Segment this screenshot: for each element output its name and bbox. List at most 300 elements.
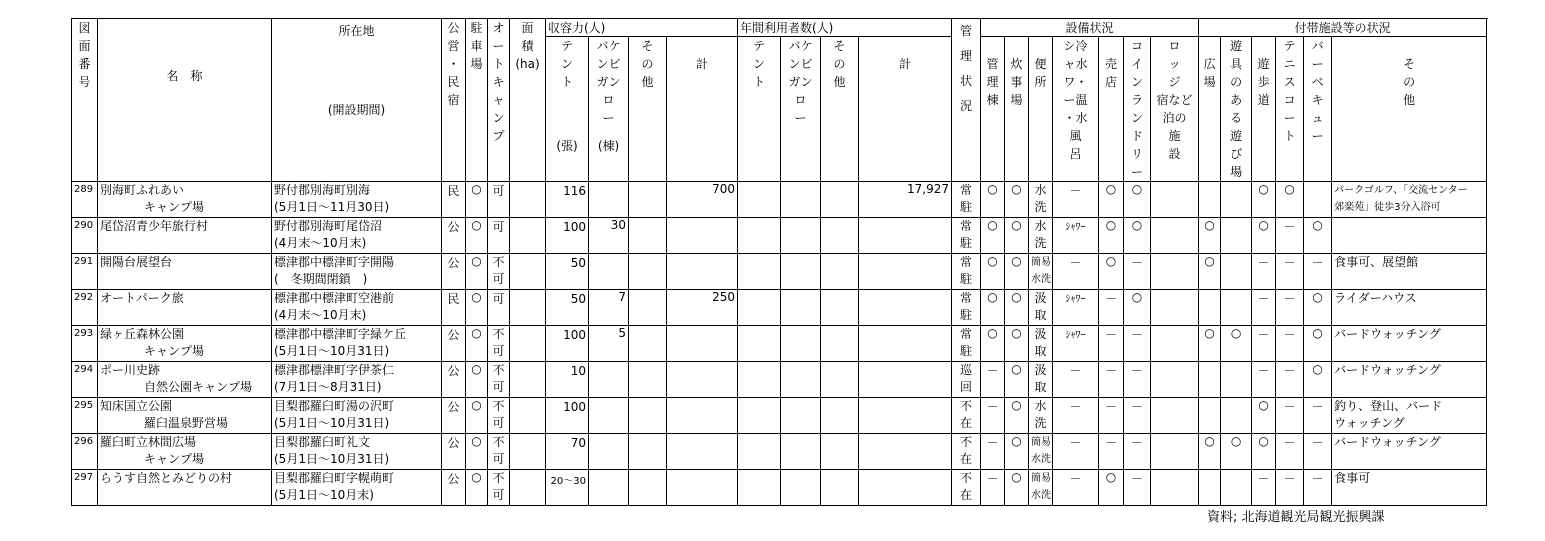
row-use-bungalow	[781, 182, 821, 218]
row-laundry: －	[1124, 362, 1151, 398]
header-management: 管 理 状 況	[952, 19, 981, 182]
row-map-no: 292	[72, 290, 98, 326]
row-bbq: －	[1304, 434, 1332, 470]
source-note: 資料; 北海道観光局観光振興課	[1207, 510, 1385, 525]
row-name: ポー川史跡 自然公園キャンプ場	[98, 362, 272, 398]
row-tennis: ○	[1276, 182, 1304, 218]
row-parking: ○	[466, 254, 488, 290]
table-row	[72, 362, 1487, 398]
row-auto-camp: 不 可	[488, 434, 510, 470]
row-use-other	[821, 326, 859, 362]
row-map-no: 294	[72, 362, 98, 398]
row-parking: ○	[466, 182, 488, 218]
row-auto-camp: 不 可	[488, 398, 510, 434]
row-shower: ｼｬﾜｰ	[1053, 290, 1099, 326]
row-laundry: ○	[1124, 290, 1151, 326]
row-cap-bungalow	[589, 398, 629, 434]
row-cap-total: 250	[667, 290, 738, 326]
row-use-total	[859, 434, 952, 470]
header-lodge: ロ ッ ジ 宿など 泊の 施 設	[1151, 37, 1199, 182]
row-promenade: －	[1252, 290, 1276, 326]
row-map-no: 289	[72, 182, 98, 218]
row-shop: －	[1099, 290, 1124, 326]
row-operator: 民	[442, 182, 466, 218]
row-cap-tent: 50	[546, 254, 589, 290]
header-map-no: 図 面 番 号	[72, 19, 98, 182]
row-laundry: －	[1124, 398, 1151, 434]
row-plaza: ○	[1199, 434, 1221, 470]
row-operator: 公	[442, 218, 466, 254]
row-use-bungalow	[781, 218, 821, 254]
row-others: 釣り、登山、バード ウォッチング	[1332, 398, 1487, 434]
row-plaza: ○	[1199, 254, 1221, 290]
row-toilet: 汲 取	[1029, 290, 1053, 326]
row-shop: ○	[1099, 254, 1124, 290]
row-shop: －	[1099, 362, 1124, 398]
row-shower: －	[1053, 398, 1099, 434]
row-lodge	[1151, 326, 1199, 362]
row-cap-other	[629, 434, 667, 470]
row-use-total	[859, 470, 952, 506]
header-name: 名 称	[98, 19, 272, 182]
row-cooking: ○	[1005, 434, 1029, 470]
row-auto-camp: 不 可	[488, 326, 510, 362]
row-plaza	[1199, 182, 1221, 218]
row-shop: －	[1099, 434, 1124, 470]
row-plaza	[1199, 470, 1221, 506]
row-name: 尾岱沼青少年旅行村	[98, 218, 272, 254]
row-location: 標津郡中標津町字緑ケ丘 (5月1日～10月31日)	[272, 326, 442, 362]
row-parking: ○	[466, 362, 488, 398]
row-laundry: ○	[1124, 218, 1151, 254]
row-management: 巡 回	[952, 362, 981, 398]
row-operator: 公	[442, 398, 466, 434]
header-facilities: 設備状況	[981, 19, 1199, 37]
row-plaza: ○	[1199, 326, 1221, 362]
row-cooking: ○	[1005, 326, 1029, 362]
row-area	[510, 362, 546, 398]
row-cap-tent: 100	[546, 398, 589, 434]
row-others: パークゴルフ、「交流センター 郊楽苑」徒歩3分入浴可	[1332, 182, 1487, 218]
row-parking: ○	[466, 398, 488, 434]
row-management: 不 在	[952, 470, 981, 506]
row-area	[510, 218, 546, 254]
row-auto-camp: 可	[488, 218, 510, 254]
row-cap-total	[667, 434, 738, 470]
header-annex: 付帯施設等の状況	[1199, 19, 1487, 37]
row-cap-bungalow	[589, 434, 629, 470]
row-area	[510, 290, 546, 326]
row-others: バードウォッチング	[1332, 362, 1487, 398]
row-others: バードウォッチング	[1332, 434, 1487, 470]
row-operator: 公	[442, 470, 466, 506]
row-use-other	[821, 398, 859, 434]
row-cap-other	[629, 218, 667, 254]
row-cap-tent: 70	[546, 434, 589, 470]
header-use-tent: テ ン ト	[738, 37, 781, 182]
row-cooking: ○	[1005, 218, 1029, 254]
row-area	[510, 326, 546, 362]
row-mgmt-bldg: －	[981, 470, 1005, 506]
row-playground	[1221, 254, 1252, 290]
row-playground	[1221, 182, 1252, 218]
row-cap-total	[667, 326, 738, 362]
row-use-tent	[738, 398, 781, 434]
row-playground	[1221, 218, 1252, 254]
row-playground	[1221, 362, 1252, 398]
row-promenade: ○	[1252, 434, 1276, 470]
row-cap-other	[629, 362, 667, 398]
row-promenade: －	[1252, 470, 1276, 506]
row-use-total	[859, 362, 952, 398]
row-area	[510, 182, 546, 218]
row-use-other	[821, 434, 859, 470]
row-cooking: ○	[1005, 362, 1029, 398]
row-cooking: ○	[1005, 182, 1029, 218]
row-cap-other	[629, 182, 667, 218]
row-shop: －	[1099, 326, 1124, 362]
row-plaza	[1199, 398, 1221, 434]
row-operator: 公	[442, 254, 466, 290]
row-use-total	[859, 290, 952, 326]
row-use-bungalow	[781, 398, 821, 434]
row-tennis: －	[1276, 398, 1304, 434]
row-mgmt-bldg: ○	[981, 326, 1005, 362]
row-use-bungalow	[781, 290, 821, 326]
row-plaza	[1199, 362, 1221, 398]
row-use-total	[859, 398, 952, 434]
row-lodge	[1151, 398, 1199, 434]
row-map-no: 290	[72, 218, 98, 254]
row-cap-tent: 100	[546, 218, 589, 254]
header-tennis: テ ニ ス コ ー ト	[1276, 37, 1304, 182]
row-location: 標津郡中標津町字開陽 ( 冬期間閉鎖 )	[272, 254, 442, 290]
row-playground	[1221, 398, 1252, 434]
row-operator: 民	[442, 290, 466, 326]
row-cap-total	[667, 218, 738, 254]
row-use-total	[859, 218, 952, 254]
row-operator: 公	[442, 362, 466, 398]
row-use-tent	[738, 434, 781, 470]
row-others: ライダーハウス	[1332, 290, 1487, 326]
row-name: 開陽台展望台	[98, 254, 272, 290]
row-cap-bungalow: 7	[589, 290, 629, 326]
row-tennis: －	[1276, 362, 1304, 398]
header-cap-other: そ の 他	[629, 37, 667, 182]
header-others: そ の 他	[1332, 37, 1487, 182]
row-bbq: ○	[1304, 290, 1332, 326]
row-use-other	[821, 362, 859, 398]
row-others: 食事可	[1332, 470, 1487, 506]
row-toilet: 水 洗	[1029, 182, 1053, 218]
row-location: 野付郡別海町尾岱沼 (4月末～10月末)	[272, 218, 442, 254]
campsite-table	[71, 18, 1487, 506]
row-cooking: ○	[1005, 290, 1029, 326]
row-bbq: ○	[1304, 218, 1332, 254]
row-cooking: ○	[1005, 398, 1029, 434]
header-shower: シ冷 ャ水 ワ・ ー温 ・水 風 呂	[1053, 37, 1099, 182]
row-management: 常 駐	[952, 254, 981, 290]
row-cap-other	[629, 290, 667, 326]
row-toilet: 汲 取	[1029, 362, 1053, 398]
row-use-other	[821, 182, 859, 218]
row-others: 食事可、展望館	[1332, 254, 1487, 290]
row-mgmt-bldg: ○	[981, 290, 1005, 326]
row-laundry: ○	[1124, 182, 1151, 218]
row-lodge	[1151, 218, 1199, 254]
row-laundry: －	[1124, 434, 1151, 470]
row-promenade: ○	[1252, 218, 1276, 254]
row-map-no: 293	[72, 326, 98, 362]
row-others: バードウォッチング	[1332, 326, 1487, 362]
table-row	[72, 182, 1487, 218]
row-name: 別海町ふれあい キャンプ場	[98, 182, 272, 218]
row-use-tent	[738, 218, 781, 254]
row-cap-bungalow: 30	[589, 218, 629, 254]
header-bbq: バ ー ベ キ ュ ー	[1304, 37, 1332, 182]
row-shop: －	[1099, 398, 1124, 434]
row-use-bungalow	[781, 434, 821, 470]
row-tennis: －	[1276, 434, 1304, 470]
row-area	[510, 398, 546, 434]
row-cap-total	[667, 398, 738, 434]
row-parking: ○	[466, 326, 488, 362]
row-lodge	[1151, 470, 1199, 506]
row-cap-other	[629, 398, 667, 434]
row-playground: ○	[1221, 326, 1252, 362]
row-location: 標津郡標津町字伊茶仁 (7月1日～8月31日)	[272, 362, 442, 398]
row-location: 目梨郡羅臼町字幌萌町 (5月1日～10月末)	[272, 470, 442, 506]
row-cap-total	[667, 362, 738, 398]
row-cap-bungalow	[589, 470, 629, 506]
row-map-no: 297	[72, 470, 98, 506]
row-cap-tent: 20～30	[546, 470, 589, 506]
row-use-total	[859, 326, 952, 362]
row-area	[510, 434, 546, 470]
table-row	[72, 290, 1487, 326]
row-parking: ○	[466, 218, 488, 254]
header-use-other: そ の 他	[821, 37, 859, 182]
row-name: 知床国立公園 羅臼温泉野営場	[98, 398, 272, 434]
header-area: 面 積 (ha)	[510, 19, 546, 182]
row-bbq: ○	[1304, 326, 1332, 362]
row-use-bungalow	[781, 362, 821, 398]
header-laundry: コ イ ン ラ ン ド リ ー	[1124, 37, 1151, 182]
header-shop: 売 店	[1099, 37, 1124, 182]
row-playground	[1221, 470, 1252, 506]
row-use-other	[821, 218, 859, 254]
row-toilet: 簡易 水洗	[1029, 254, 1053, 290]
row-use-tent	[738, 254, 781, 290]
row-bbq	[1304, 182, 1332, 218]
row-cap-other	[629, 254, 667, 290]
row-mgmt-bldg: －	[981, 398, 1005, 434]
row-shower: －	[1053, 362, 1099, 398]
header-mgmt-bldg: 管 理 棟	[981, 37, 1005, 182]
row-use-bungalow	[781, 254, 821, 290]
row-management: 常 駐	[952, 218, 981, 254]
header-toilet: 便 所	[1029, 37, 1053, 182]
row-use-other	[821, 254, 859, 290]
header-auto-camp: オ ー ト キ ャ ン プ	[488, 19, 510, 182]
row-auto-camp: 不 可	[488, 470, 510, 506]
row-cap-total: 700	[667, 182, 738, 218]
row-auto-camp: 可	[488, 290, 510, 326]
header-playground: 遊 具 の あ る 遊 び 場	[1221, 37, 1252, 182]
row-mgmt-bldg: －	[981, 434, 1005, 470]
row-toilet: 水 洗	[1029, 398, 1053, 434]
row-laundry: －	[1124, 326, 1151, 362]
row-bbq: －	[1304, 398, 1332, 434]
row-plaza	[1199, 290, 1221, 326]
row-shower: －	[1053, 434, 1099, 470]
row-location: 目梨郡羅臼町礼文 (5月1日～10月31日)	[272, 434, 442, 470]
row-operator: 公	[442, 326, 466, 362]
row-management: 常 駐	[952, 290, 981, 326]
row-auto-camp: 不 可	[488, 362, 510, 398]
row-bbq: －	[1304, 254, 1332, 290]
row-use-bungalow	[781, 470, 821, 506]
header-parking: 駐 車 場	[466, 19, 488, 182]
table-body	[72, 182, 1487, 506]
row-toilet: 簡易 水洗	[1029, 470, 1053, 506]
row-name: オートパーク旅	[98, 290, 272, 326]
row-laundry: －	[1124, 470, 1151, 506]
row-location: 野付郡別海町別海 (5月1日～11月30日)	[272, 182, 442, 218]
table-row	[72, 254, 1487, 290]
row-name: らうす自然とみどりの村	[98, 470, 272, 506]
row-use-tent	[738, 470, 781, 506]
row-parking: ○	[466, 290, 488, 326]
row-lodge	[1151, 362, 1199, 398]
row-cap-total	[667, 254, 738, 290]
row-cap-tent: 10	[546, 362, 589, 398]
row-plaza: ○	[1199, 218, 1221, 254]
row-tennis: －	[1276, 254, 1304, 290]
row-cap-total	[667, 470, 738, 506]
row-cooking: ○	[1005, 254, 1029, 290]
row-auto-camp: 不 可	[488, 254, 510, 290]
row-use-tent	[738, 362, 781, 398]
header-cooking: 炊 事 場	[1005, 37, 1029, 182]
header-use-total: 計	[859, 37, 952, 182]
row-management: 常 駐	[952, 326, 981, 362]
row-management: 常 駐	[952, 182, 981, 218]
header-cap-tent: テ ン ト (張)	[546, 37, 589, 182]
row-cap-other	[629, 470, 667, 506]
row-parking: ○	[466, 434, 488, 470]
row-mgmt-bldg: ○	[981, 218, 1005, 254]
row-use-other	[821, 290, 859, 326]
row-map-no: 291	[72, 254, 98, 290]
row-name: 緑ヶ丘森林公園 キャンプ場	[98, 326, 272, 362]
row-cap-tent: 50	[546, 290, 589, 326]
row-shower: ｼｬﾜｰ	[1053, 218, 1099, 254]
table-row	[72, 398, 1487, 434]
row-shower: ｼｬﾜｰ	[1053, 326, 1099, 362]
row-operator: 公	[442, 434, 466, 470]
row-mgmt-bldg: ○	[981, 254, 1005, 290]
row-toilet: 水 洗	[1029, 218, 1053, 254]
row-cap-tent: 100	[546, 326, 589, 362]
row-use-tent	[738, 290, 781, 326]
row-use-total: 17,927	[859, 182, 952, 218]
row-map-no: 296	[72, 434, 98, 470]
row-use-bungalow	[781, 326, 821, 362]
row-tennis: －	[1276, 290, 1304, 326]
row-location: 標津郡中標津町空港前 (4月末～10月末)	[272, 290, 442, 326]
row-use-total	[859, 254, 952, 290]
row-parking: ○	[466, 470, 488, 506]
row-cap-other	[629, 326, 667, 362]
row-playground: ○	[1221, 434, 1252, 470]
header-operator: 公 営 ・ 民 宿	[442, 19, 466, 182]
table-row	[72, 218, 1487, 254]
row-promenade: －	[1252, 254, 1276, 290]
row-toilet: 汲 取	[1029, 326, 1053, 362]
header-cap-total: 計	[667, 37, 738, 182]
row-lodge	[1151, 434, 1199, 470]
header-capacity: 収容力(人)	[546, 19, 738, 37]
row-management: 不 在	[952, 398, 981, 434]
row-mgmt-bldg: －	[981, 362, 1005, 398]
header-annual-users: 年間利用者数(人)	[738, 19, 952, 37]
row-name: 羅臼町立林間広場 キャンプ場	[98, 434, 272, 470]
row-laundry: －	[1124, 254, 1151, 290]
row-cap-tent: 116	[546, 182, 589, 218]
row-lodge	[1151, 290, 1199, 326]
row-mgmt-bldg: ○	[981, 182, 1005, 218]
table-row	[72, 326, 1487, 362]
row-auto-camp: 可	[488, 182, 510, 218]
row-tennis: －	[1276, 218, 1304, 254]
row-shower: －	[1053, 254, 1099, 290]
table-row	[72, 470, 1487, 506]
row-promenade: －	[1252, 362, 1276, 398]
row-promenade: －	[1252, 326, 1276, 362]
row-promenade: ○	[1252, 398, 1276, 434]
row-promenade: ○	[1252, 182, 1276, 218]
row-map-no: 295	[72, 398, 98, 434]
table-header	[72, 19, 1487, 182]
row-cap-bungalow	[589, 362, 629, 398]
row-area	[510, 470, 546, 506]
table-row	[72, 434, 1487, 470]
header-use-bungalow: バケ ンビ ガン ロ ー	[781, 37, 821, 182]
row-cap-bungalow	[589, 254, 629, 290]
row-management: 不 在	[952, 434, 981, 470]
row-cap-bungalow: 5	[589, 326, 629, 362]
row-bbq: ○	[1304, 362, 1332, 398]
row-tennis: －	[1276, 470, 1304, 506]
header-plaza: 広 場	[1199, 37, 1221, 182]
row-cooking: ○	[1005, 470, 1029, 506]
row-shop: ○	[1099, 470, 1124, 506]
row-tennis: －	[1276, 326, 1304, 362]
row-playground	[1221, 290, 1252, 326]
row-lodge	[1151, 254, 1199, 290]
row-toilet: 簡易 水洗	[1029, 434, 1053, 470]
row-lodge	[1151, 182, 1199, 218]
row-cap-bungalow	[589, 182, 629, 218]
row-shop: ○	[1099, 182, 1124, 218]
row-use-tent	[738, 182, 781, 218]
row-location: 目梨郡羅臼町湯の沢町 (5月1日～10月31日)	[272, 398, 442, 434]
row-shop: ○	[1099, 218, 1124, 254]
header-cap-bungalow: バケ ンビ ガン ロ ー (棟)	[589, 37, 629, 182]
header-location: 所在地 (開設期間)	[272, 19, 442, 182]
row-bbq: －	[1304, 470, 1332, 506]
